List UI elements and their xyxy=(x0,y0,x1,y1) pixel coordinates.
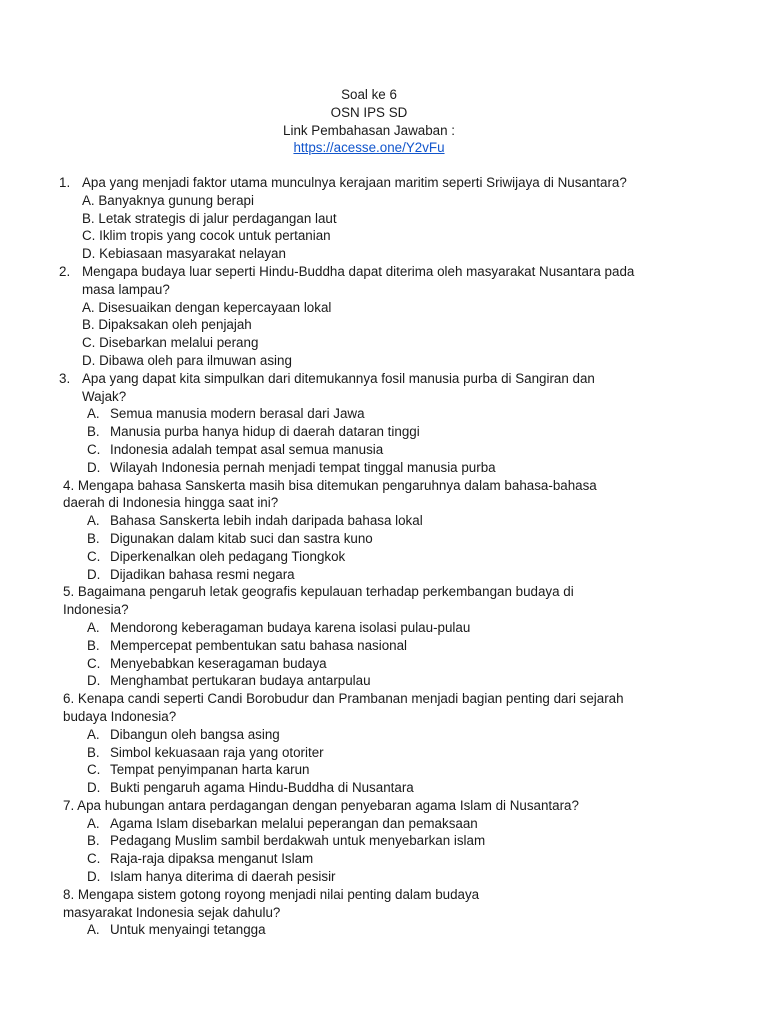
question-text-continued: masa lampau? xyxy=(82,281,170,297)
answer-link[interactable]: https://acesse.one/Y2vFu xyxy=(293,140,445,156)
question-list xyxy=(0,174,768,939)
document-subtitle: OSN IPS SD xyxy=(330,104,408,120)
answer-option: D. Dibawa oleh para ilmuwan asing xyxy=(82,352,292,368)
question-number: 2. xyxy=(59,263,71,279)
question-text-continued: daerah di Indonesia hingga saat ini? xyxy=(63,495,279,511)
answer-option: A. Mendorong keberagaman budaya karena isolasi pulau-pulau xyxy=(87,619,471,635)
answer-option: D. Bukti pengaruh agama Hindu-Buddha di Nusantara xyxy=(87,780,414,796)
answer-link-label: Link Pembahasan Jawaban : xyxy=(283,122,455,138)
question-text-continued: Indonesia? xyxy=(63,602,129,618)
question-5 xyxy=(0,583,768,601)
answer-option: C. Diperkenalkan oleh pedagang Tiongkok xyxy=(87,548,346,564)
answer-option: B. Pedagang Muslim sambil berdakwah untuk menyebarkan islam xyxy=(87,833,486,849)
answer-option: C. Tempat penyimpanan harta karun xyxy=(87,762,310,778)
answer-option: C. Raja-raja dipaksa menganut Islam xyxy=(87,851,314,867)
answer-option: D. Wilayah Indonesia pernah menjadi tempat tinggal manusia purba xyxy=(87,459,496,475)
answer-option: A. Semua manusia modern berasal dari Jawa xyxy=(87,406,365,422)
question-6 xyxy=(0,690,768,708)
question-text: 5. Bagaimana pengaruh letak geografis kepulauan terhadap perkembangan budaya di xyxy=(63,584,574,600)
question-text: Apa yang dapat kita simpulkan dari ditemukannya fosil manusia purba di Sangiran dan xyxy=(82,370,595,386)
answer-option: A. Banyaknya gunung berapi xyxy=(82,192,254,208)
answer-option: B. Digunakan dalam kitab suci dan sastra kuno xyxy=(87,530,373,546)
question-text: 8. Mengapa sistem gotong royong menjadi nilai penting dalam budaya xyxy=(63,886,480,902)
answer-option: B. Letak strategis di jalur perdagangan laut xyxy=(82,210,337,226)
question-8 xyxy=(0,886,768,904)
question-number: 3. xyxy=(59,370,71,386)
question-1 xyxy=(0,174,768,192)
question-text: Apa yang menjadi faktor utama munculnya kerajaan maritim seperti Sriwijaya di Nusantara? xyxy=(82,175,627,190)
question-2 xyxy=(0,263,768,281)
question-number: 1. xyxy=(59,175,71,190)
answer-option: C. Menyebabkan keseragaman budaya xyxy=(87,655,327,671)
question-text: Mengapa budaya luar seperti Hindu-Buddha dapat diterima oleh masyarakat Nusantara pada xyxy=(82,263,635,279)
answer-option: D. Kebiasaan masyarakat nelayan xyxy=(82,246,286,262)
answer-option: C. Indonesia adalah tempat asal semua manusia xyxy=(87,441,384,457)
question-text: 6. Kenapa candi seperti Candi Borobudur dan Prambanan menjadi bagian penting dari sejarah xyxy=(63,691,624,707)
question-text: 4. Mengapa bahasa Sanskerta masih bisa ditemukan pengaruhnya dalam bahasa-bahasa xyxy=(63,477,597,493)
question-3 xyxy=(0,370,768,388)
question-text-continued: Wajak? xyxy=(82,388,127,404)
answer-option: D. Islam hanya diterima di daerah pesisir xyxy=(87,869,336,885)
answer-option: B. Simbol kekuasaan raja yang otoriter xyxy=(87,744,324,760)
question-7 xyxy=(0,797,768,815)
answer-option: D. Dijadikan bahasa resmi negara xyxy=(87,566,295,582)
document-header xyxy=(0,86,738,157)
answer-option: C. Disebarkan melalui perang xyxy=(82,335,259,351)
answer-option: B. Dipaksakan oleh penjajah xyxy=(82,317,252,333)
document-title: Soal ke 6 xyxy=(341,87,397,102)
answer-option: A. Agama Islam disebarkan melalui peperangan dan pemaksaan xyxy=(87,815,478,831)
answer-option: D. Menghambat pertukaran budaya antarpulau xyxy=(87,673,371,689)
question-4 xyxy=(0,477,768,495)
question-text-continued: budaya Indonesia? xyxy=(63,708,177,724)
answer-option: C. Iklim tropis yang cocok untuk pertanian xyxy=(82,228,331,244)
answer-option: A. Untuk menyaingi tetangga xyxy=(87,922,266,938)
answer-option: A. Dibangun oleh bangsa asing xyxy=(87,726,280,742)
answer-option: B. Manusia purba hanya hidup di daerah dataran tinggi xyxy=(87,424,420,440)
answer-option: A. Disesuaikan dengan kepercayaan lokal xyxy=(82,299,332,315)
question-text: 7. Apa hubungan antara perdagangan dengan penyebaran agama Islam di Nusantara? xyxy=(63,797,579,813)
question-text-continued: masyarakat Indonesia sejak dahulu? xyxy=(63,904,281,920)
answer-option: A. Bahasa Sanskerta lebih indah daripada bahasa lokal xyxy=(87,513,423,529)
answer-option: B. Mempercepat pembentukan satu bahasa nasional xyxy=(87,637,408,653)
